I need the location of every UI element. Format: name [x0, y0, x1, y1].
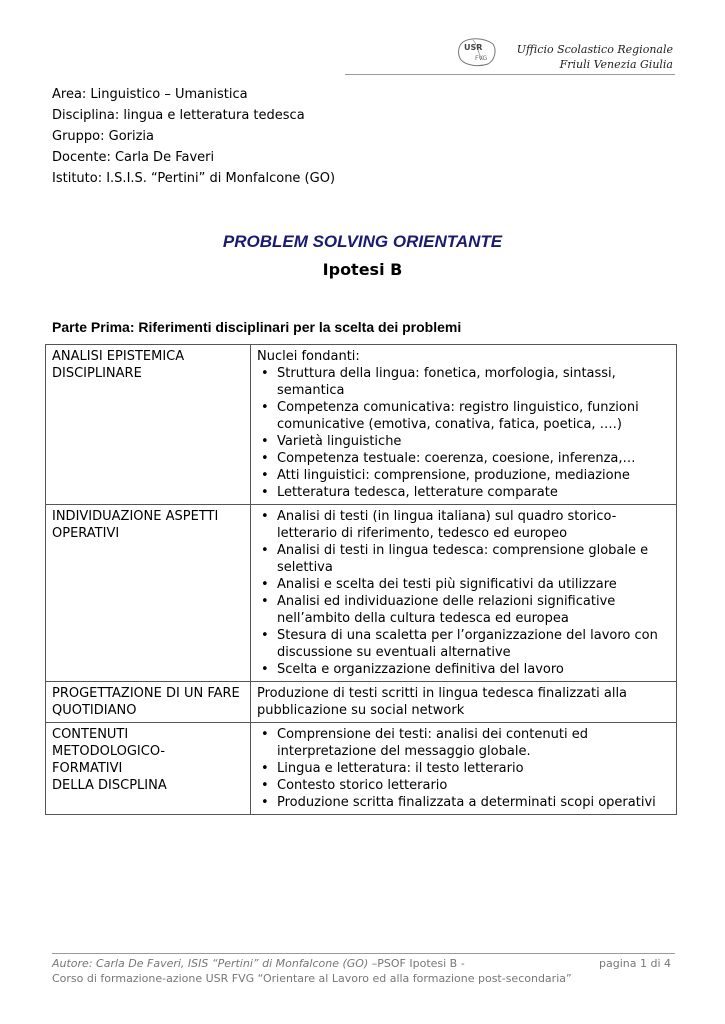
list-item: • Analisi di testi (in lingua italiana) sul quadro storico-letterario di riferimento, tedesco ed europeo [277, 508, 671, 542]
row-content [251, 345, 677, 505]
row-label-line: METODOLOGICO- [52, 744, 166, 759]
office-line-2: Friuli Venezia Giulia [559, 58, 673, 71]
meta-institute: Istituto: I.S.I.S. “Pertini” di Monfalcone (GO) [52, 171, 336, 186]
page-title: PROBLEM SOLVING ORIENTANTE [222, 232, 503, 251]
bullet-list [257, 508, 671, 678]
list-item: • Analisi ed individuazione delle relazioni significative nell’ambito della cultura tedesca ed europea [277, 593, 671, 627]
usr-fvg-logo [455, 36, 499, 68]
svg-text:USR: USR [464, 43, 483, 52]
row-label: ANALISI EPISTEMICA DISCIPLINARE [46, 345, 251, 505]
list-item: • Lingua e letteratura: il testo letterario [277, 760, 671, 777]
office-name [517, 42, 673, 72]
footer-line-1 [52, 956, 675, 971]
office-line-1: Ufficio Scolastico Regionale [516, 43, 673, 56]
list-item: • Analisi e scelta dei testi più significativi da utilizzare [277, 576, 671, 593]
row-label-line: FORMATIVI [52, 761, 123, 776]
table-row [46, 505, 677, 682]
document-meta [52, 84, 335, 189]
list-item: • Produzione scritta finalizzata a determinati scopi operativi [277, 794, 671, 811]
bullet-list [257, 726, 671, 811]
row-label [46, 723, 251, 815]
list-item: • Stesura di una scaletta per l’organizzazione del lavoro con discussione su eventuali alternative [277, 627, 671, 661]
meta-discipline: Disciplina: lingua e letteratura tedesca [52, 108, 305, 123]
bullet-list [257, 365, 671, 501]
row-label: PROGETTAZIONE DI UN FARE QUOTIDIANO [46, 682, 251, 723]
footer-author: Autore: Carla De Faveri, ISIS “Pertini” di Monfalcone (GO) [52, 957, 369, 970]
list-item: • Varietà linguistiche [277, 433, 671, 450]
row-intro: Nuclei fondanti: [257, 349, 360, 364]
page-subtitle: Ipotesi B [322, 260, 403, 279]
meta-group: Gruppo: Gorizia [52, 129, 155, 144]
list-item: • Contesto storico letterario [277, 777, 671, 794]
references-table [45, 344, 677, 815]
meta-teacher: Docente: Carla De Faveri [52, 150, 215, 165]
list-item: • Letteratura tedesca, letterature comparate [277, 484, 671, 501]
row-content: Produzione di testi scritti in lingua tedesca finalizzati alla pubblicazione su social network [251, 682, 677, 723]
meta-area: Area: Linguistico – Umanistica [52, 87, 248, 102]
page-header [345, 36, 675, 75]
row-label-line: CONTENUTI [52, 727, 129, 742]
svg-text:FVG: FVG [475, 55, 488, 62]
footer-doc: –PSOF Ipotesi B - [368, 957, 465, 970]
list-item: • Analisi di testi in lingua tedesca: comprensione globale e selettiva [277, 542, 671, 576]
list-item: • Scelta e organizzazione definitiva del lavoro [277, 661, 671, 678]
page-number: pagina 1 di 4 [599, 957, 671, 970]
footer-course: Corso di formazione-azione USR FVG “Orientare al Lavoro ed alla formazione post-secondaria” [52, 972, 572, 985]
list-item: • Atti linguistici: comprensione, produzione, mediazione [277, 467, 671, 484]
row-label-line: DELLA DISCPLINA [52, 778, 167, 793]
section-title: Parte Prima: Riferimenti disciplinari per la scelta dei problemi [52, 319, 462, 335]
row-label: INDIVIDUAZIONE ASPETTI OPERATIVI [46, 505, 251, 682]
row-content [251, 505, 677, 682]
table-row [46, 345, 677, 505]
row-content [251, 723, 677, 815]
table-row [46, 723, 677, 815]
list-item: • Competenza comunicativa: registro linguistico, funzioni comunicative (emotiva, conativa, fatica, poetica, ….) [277, 399, 671, 433]
table-row [46, 682, 677, 723]
page-footer [52, 953, 675, 986]
list-item: • Struttura della lingua: fonetica, morfologia, sintassi, semantica [277, 365, 671, 399]
list-item: • Competenza testuale: coerenza, coesione, inferenza,… [277, 450, 671, 467]
list-item: • Comprensione dei testi: analisi dei contenuti ed interpretazione del messaggio globale. [277, 726, 671, 760]
